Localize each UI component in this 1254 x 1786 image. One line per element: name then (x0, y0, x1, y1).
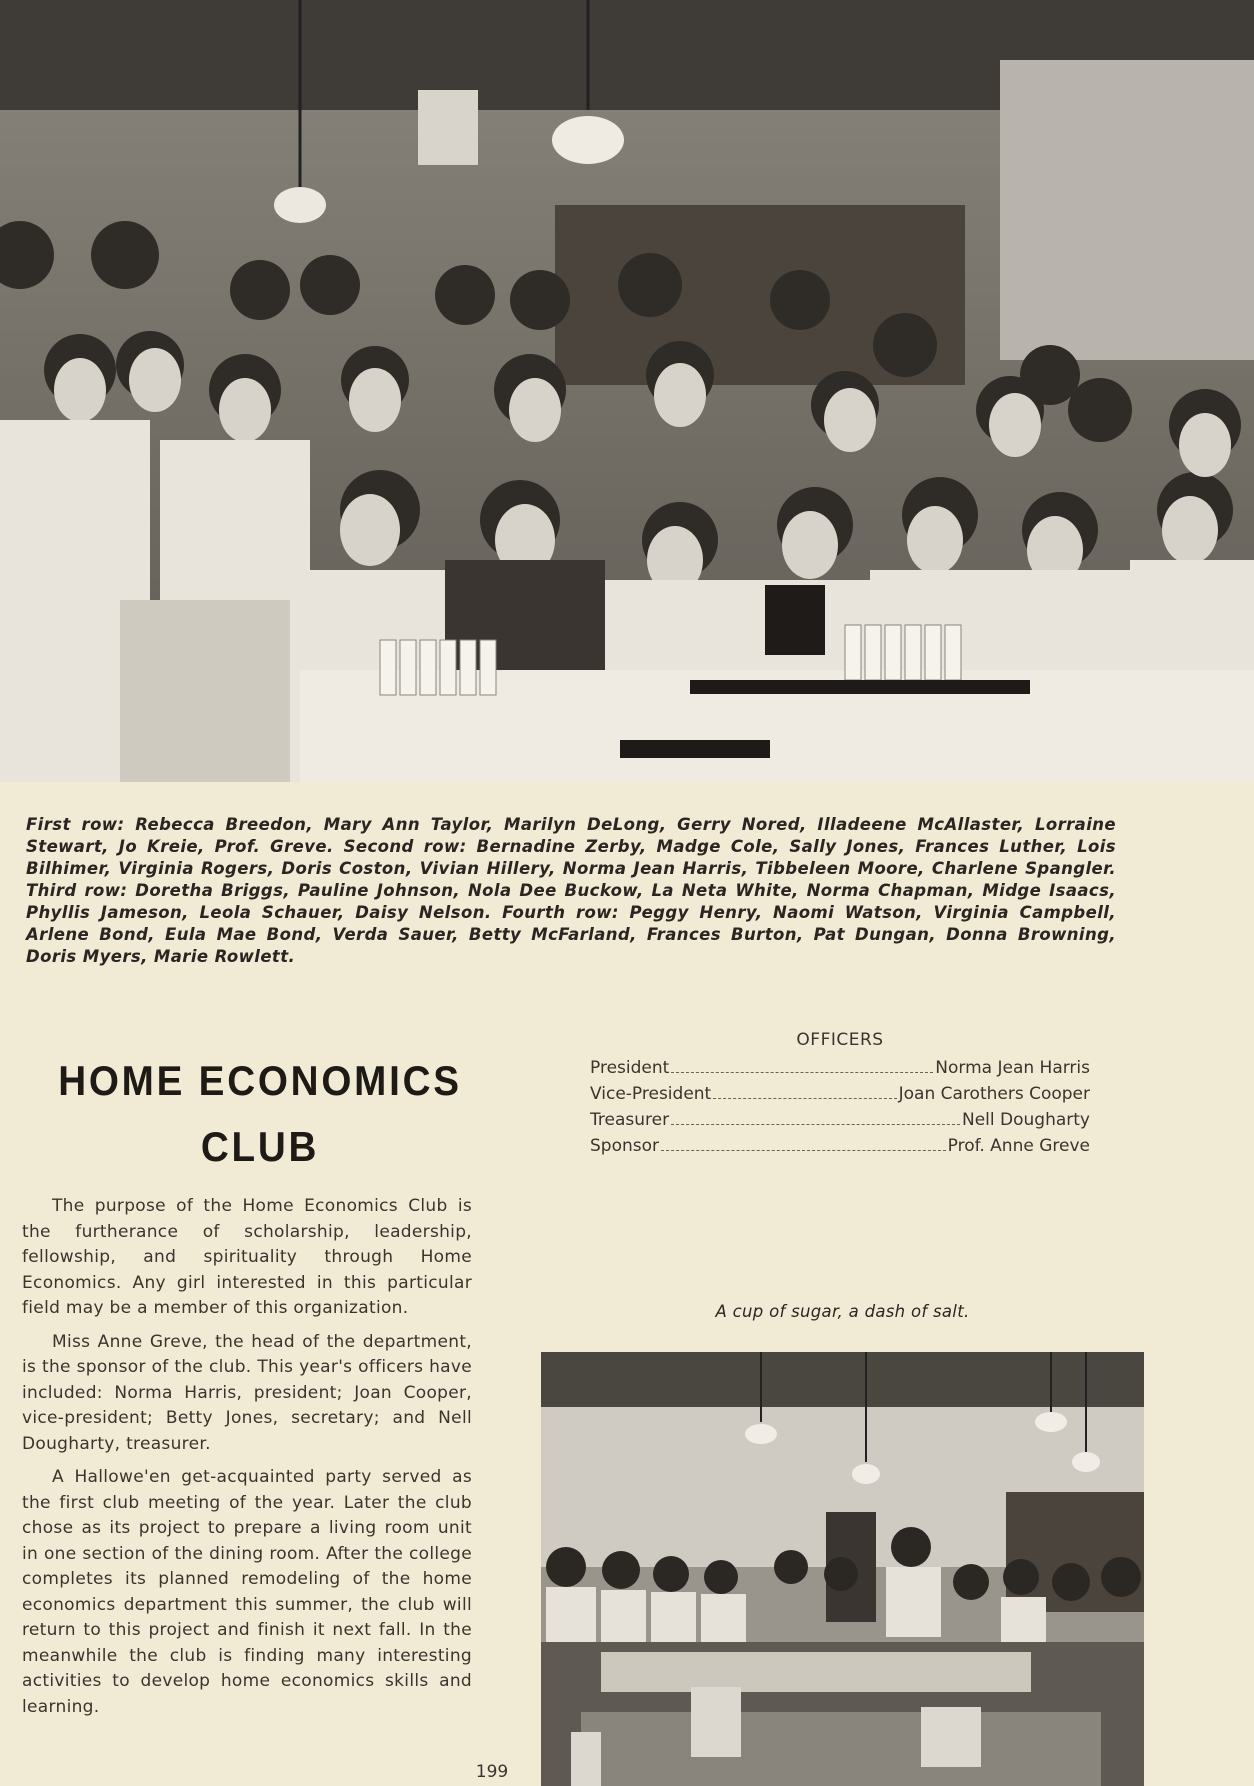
photo-caption-names: First row: Rebecca Breedon, Mary Ann Taylor, Marilyn DeLong, Gerry Nored, Illadeene McAllaster, Lorraine Stewart, Jo Kreie, Prof. Greve. Second row: Bernadine Zerby, Madge Cole, Sally Jones, Frances Luther, Lois Bilhimer, Virginia Rogers, Doris Coston, Vivian Hillery, Norma Jean Harris, Tibbeleen Moore, Charlene Spangler. Third row: Doretha Briggs, Pauline Johnson, Nola Dee Buckow, La Neta White, Norma Chapman, Midge Isaacs, Phyllis Jameson, Leola Schauer, Daisy Nelson. Fourth row: Peggy Henry, Naomi Watson, Virginia Campbell, Arlene Bond, Eula Mae Bond, Verda Sauer, Betty McFarland, Frances Burton, Pat Dungan, Donna Browning, Doris Myers, Marie Rowlett. (26, 815, 1116, 966)
officer-row (590, 1110, 1090, 1136)
paragraph: The purpose of the Home Economics Club is the furtherance of scholarship, leadership, fellowship, and spirituality through Home Economics. Any girl interested in this particular field may be a member of this organization. (22, 1196, 472, 1318)
leader-dashes (661, 1150, 946, 1151)
officers-list (590, 1030, 1090, 1162)
officer-name: Prof. Anne Greve (947, 1136, 1090, 1156)
leader-dashes (713, 1098, 896, 1099)
officers-heading: OFFICERS (796, 1030, 884, 1050)
officer-role: Sponsor (590, 1136, 660, 1156)
title-line-2: CLUB (200, 1123, 320, 1170)
kitchen-photo-caption: A cup of sugar, a dash of salt. (715, 1302, 970, 1321)
officer-name: Norma Jean Harris (935, 1058, 1090, 1078)
officer-row (590, 1058, 1090, 1084)
officer-row (590, 1084, 1090, 1110)
group-photo (0, 0, 1254, 782)
officer-name: Joan Carothers Cooper (898, 1084, 1090, 1104)
leader-dashes (671, 1124, 960, 1125)
officer-name: Nell Dougharty (962, 1110, 1090, 1130)
title-line-1: HOME ECONOMICS (58, 1057, 462, 1104)
officer-role: Treasurer (590, 1110, 670, 1130)
kitchen-photo (541, 1352, 1144, 1786)
leader-dashes (671, 1072, 933, 1073)
officer-role: President (590, 1058, 670, 1078)
officer-role: Vice-President (590, 1084, 712, 1104)
paragraph: Miss Anne Greve, the head of the department, is the sponsor of the club. This year's officers have included: Norma Harris, president; Joan Cooper, vice-president; Betty Jones, secretary; and Nell Dougharty, treasurer. (22, 1331, 472, 1454)
officer-row (590, 1136, 1090, 1162)
page-number: 199 (475, 1762, 509, 1782)
page-title (58, 1048, 463, 1180)
club-description (22, 1194, 472, 1728)
paragraph: A Hallowe'en get-acquainted party served as the first club meeting of the year. Later the club chose as its project to prepare a living room unit in one section of the dining room. After the college completes its planned remodeling of the home economics department this summer, the club will return to this project and finish it next fall. In the meanwhile the club is finding many interesting activities to develop home economics skills and learning. (22, 1467, 472, 1717)
